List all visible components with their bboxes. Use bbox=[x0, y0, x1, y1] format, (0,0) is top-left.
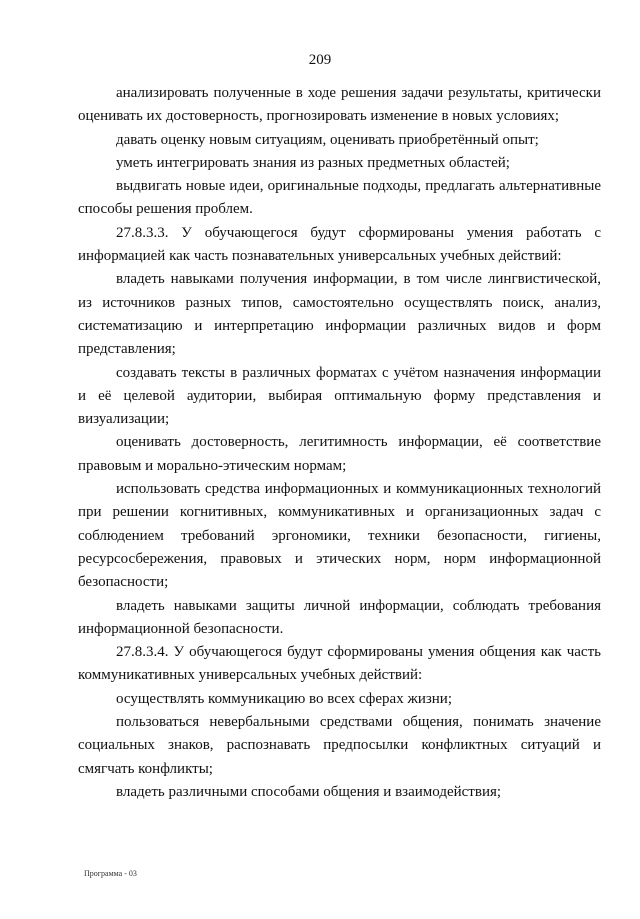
page-footer: Программа - 03 bbox=[84, 869, 137, 878]
section-heading-paragraph: 27.8.3.3. У обучающегося будут сформированы умения работать с информацией как часть познавательных универсальных учебных действий: bbox=[78, 224, 601, 265]
paragraph: уметь интегрировать знания из разных предметных областей; bbox=[116, 154, 510, 171]
paragraph: владеть навыками защиты личной информации, соблюдать требования информационной безопасности. bbox=[78, 597, 601, 637]
paragraph: использовать средства информационных и коммуникационных технологий при решении когнитивных, коммуникативных и организационных задач с соблюдением требований эргономики, техники безопасности, гигиены, ресурсосбережения, правовых и этических норм, норм информационной безопасности; bbox=[78, 481, 601, 591]
paragraph: пользоваться невербальными средствами общения, понимать значение социальных знаков, распознавать предпосылки конфликтных ситуаций и смягчать конфликты; bbox=[78, 714, 601, 777]
paragraph: осуществлять коммуникацию во всех сферах жизни; bbox=[116, 690, 452, 707]
document-body bbox=[78, 82, 601, 804]
paragraph: выдвигать новые идеи, оригинальные подходы, предлагать альтернативные способы решения проблем. bbox=[78, 178, 601, 218]
paragraph: создавать тексты в различных форматах с учётом назначения информации и её целевой аудитории, выбирая оптимальную форму представления и визуализации; bbox=[78, 364, 601, 428]
paragraph: оценивать достоверность, легитимность информации, её соответствие правовым и морально-этическим нормам; bbox=[78, 434, 601, 474]
section-heading-paragraph: 27.8.3.4. У обучающегося будут сформированы умения общения как часть коммуникативных универсальных учебных действий: bbox=[78, 644, 601, 684]
paragraph: анализировать полученные в ходе решения задачи результаты, критически оценивать их достоверность, прогнозировать изменение в новых условиях; bbox=[78, 85, 601, 125]
paragraph: владеть различными способами общения и взаимодействия; bbox=[116, 783, 502, 800]
paragraph: давать оценку новым ситуациям, оценивать приобретённый опыт; bbox=[116, 131, 539, 148]
paragraph: владеть навыками получения информации, в том числе лингвистической, из источников разных типов, самостоятельно осуществлять поиск, анализ, систематизацию и интерпретацию информации различных видов и форм представления; bbox=[78, 271, 601, 358]
page-number: 209 bbox=[308, 52, 332, 68]
